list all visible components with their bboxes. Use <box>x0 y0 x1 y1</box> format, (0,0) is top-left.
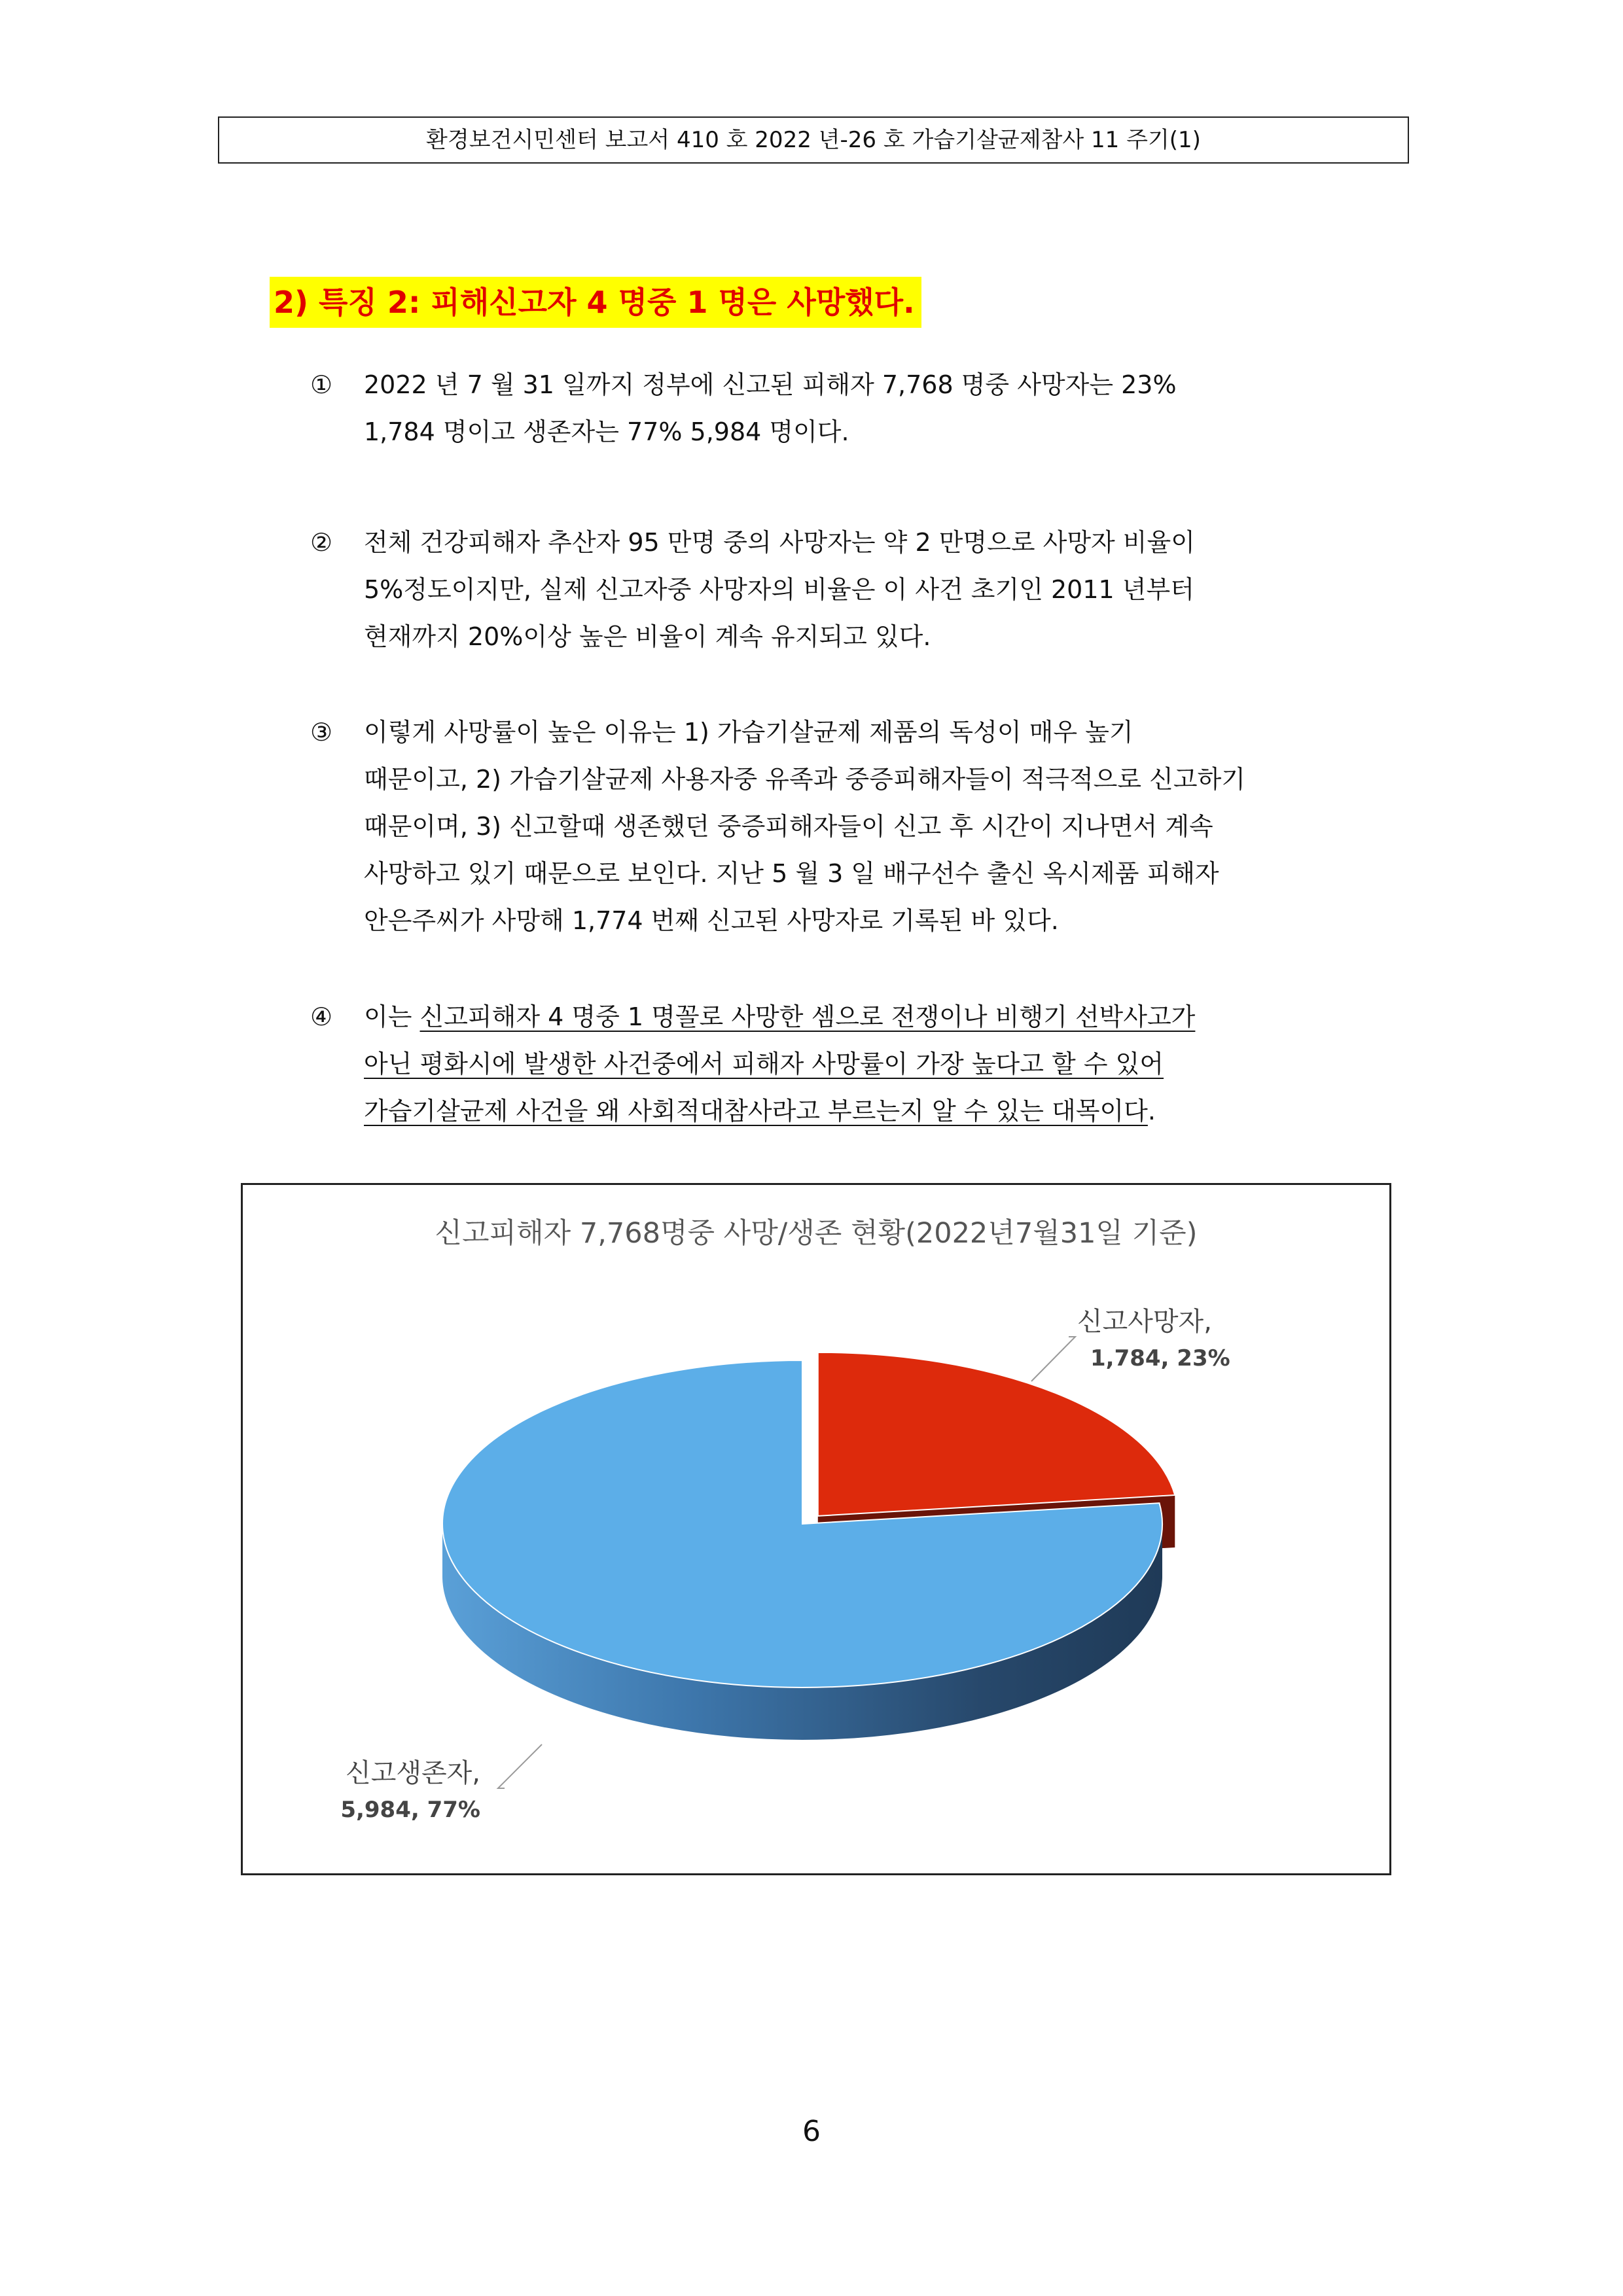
item-line: 5%정도이지만, 실제 신고자중 사망자의 비율은 이 사건 초기인 2011 년부터 <box>364 575 1194 604</box>
item-number: ③ <box>310 718 333 747</box>
chart-title: 신고피해자 7,768명중 사망/생존 현황(2022년7월31일 기준) <box>435 1217 1198 1250</box>
item-line-underlined: 신고피해자 4 명중 1 명꼴로 사망한 셈으로 전쟁이나 비행기 선박사고가 <box>419 1002 1196 1031</box>
report-header-text: 환경보건시민센터 보고서 410 호 2022 년-26 호 가습기살균제참사 11 주기(1) <box>426 127 1201 153</box>
item-line: 안은주씨가 사망해 1,774 번째 신고된 사망자로 기록된 바 있다. <box>364 906 1059 935</box>
item-line: 때문이며, 3) 신고할때 생존했던 중증피해자들이 신고 후 시간이 지나면서 계속 <box>364 812 1213 841</box>
leader-line <box>498 1744 542 1788</box>
data-label-value: 5,984, 77% <box>340 1797 480 1823</box>
item-number: ② <box>310 528 333 557</box>
item-line-underlined: 아닌 평화시에 발생한 사건중에서 피해자 사망률이 가장 높다고 할 수 있어 <box>364 1050 1164 1078</box>
item-line: 현재까지 20%이상 높은 비율이 계속 유지되고 있다. <box>364 622 931 651</box>
data-label-name: 신고사망자, <box>1077 1307 1212 1337</box>
item-line: 전체 건강피해자 추산자 95 만명 중의 사망자는 약 2 만명으로 사망자 비율이 <box>364 528 1195 557</box>
item-number: ① <box>310 370 333 399</box>
item-line <box>364 993 1195 1040</box>
item-number: ④ <box>310 1002 333 1031</box>
pie-chart-frame <box>241 1183 1391 1875</box>
section-heading: 2) 특징 2: 피해신고자 4 명중 1 명은 사망했다. <box>270 277 921 328</box>
data-label-name: 신고생존자, <box>346 1758 480 1788</box>
report-header <box>218 116 1409 164</box>
pie-chart <box>243 1185 1389 1873</box>
item-line <box>364 1040 1195 1087</box>
item-line: 이렇게 사망률이 높은 이유는 1) 가습기살균제 제품의 독성이 매우 높기 <box>364 718 1133 747</box>
item-line: 2022 년 7 월 31 일까지 정부에 신고된 피해자 7,768 명중 사망자는 23% <box>364 370 1177 399</box>
item-line-tail: . <box>1147 1097 1156 1125</box>
item-line <box>364 1087 1195 1135</box>
item-line-underlined: 가습기살균제 사건을 왜 사회적대참사라고 부르는지 알 수 있는 대목이다 <box>364 1097 1148 1125</box>
leader-line <box>1031 1337 1075 1381</box>
item-line: 때문이고, 2) 가습기살균제 사용자중 유족과 중증피해자들이 적극적으로 신고하기 <box>364 765 1246 794</box>
item-line-lead: 이는 <box>364 1002 420 1031</box>
pie-slice-deceased <box>818 1352 1175 1516</box>
data-label-value: 1,784, 23% <box>1090 1345 1230 1371</box>
page-number: 6 <box>802 2115 821 2148</box>
item-line: 1,784 명이고 생존자는 77% 5,984 명이다. <box>364 417 849 446</box>
item-line: 사망하고 있기 때문으로 보인다. 지난 5 월 3 일 배구선수 출신 옥시제품 피해자 <box>364 859 1219 888</box>
